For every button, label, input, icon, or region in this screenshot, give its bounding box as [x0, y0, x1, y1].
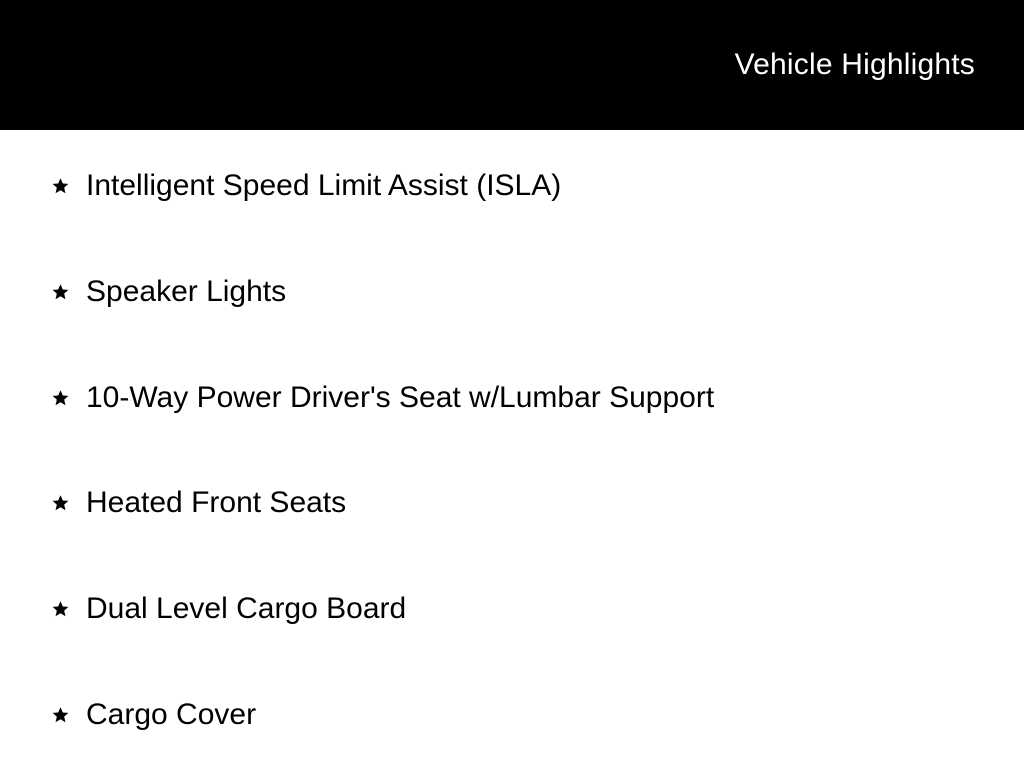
star-icon [51, 283, 70, 301]
header-bar [0, 0, 1024, 130]
star-icon [51, 389, 70, 407]
star-icon [51, 706, 70, 724]
list-item [40, 239, 1024, 345]
highlight-label: Dual Level Cargo Board [86, 592, 407, 626]
page-title: Vehicle Highlights [734, 48, 975, 81]
highlight-label: Speaker Lights [86, 274, 287, 308]
highlights-list [0, 130, 1024, 768]
highlight-label: Heated Front Seats [86, 486, 347, 520]
list-item [40, 556, 1024, 662]
list-item [40, 133, 1024, 239]
star-icon [51, 177, 70, 195]
highlight-label: Cargo Cover [86, 698, 257, 732]
list-item [40, 345, 1024, 451]
list-item [40, 662, 1024, 768]
highlight-label: Intelligent Speed Limit Assist (ISLA) [86, 168, 562, 202]
star-icon [51, 600, 70, 618]
list-item [40, 450, 1024, 556]
star-icon [51, 494, 70, 512]
highlight-label: 10-Way Power Driver's Seat w/Lumbar Support [86, 380, 715, 414]
